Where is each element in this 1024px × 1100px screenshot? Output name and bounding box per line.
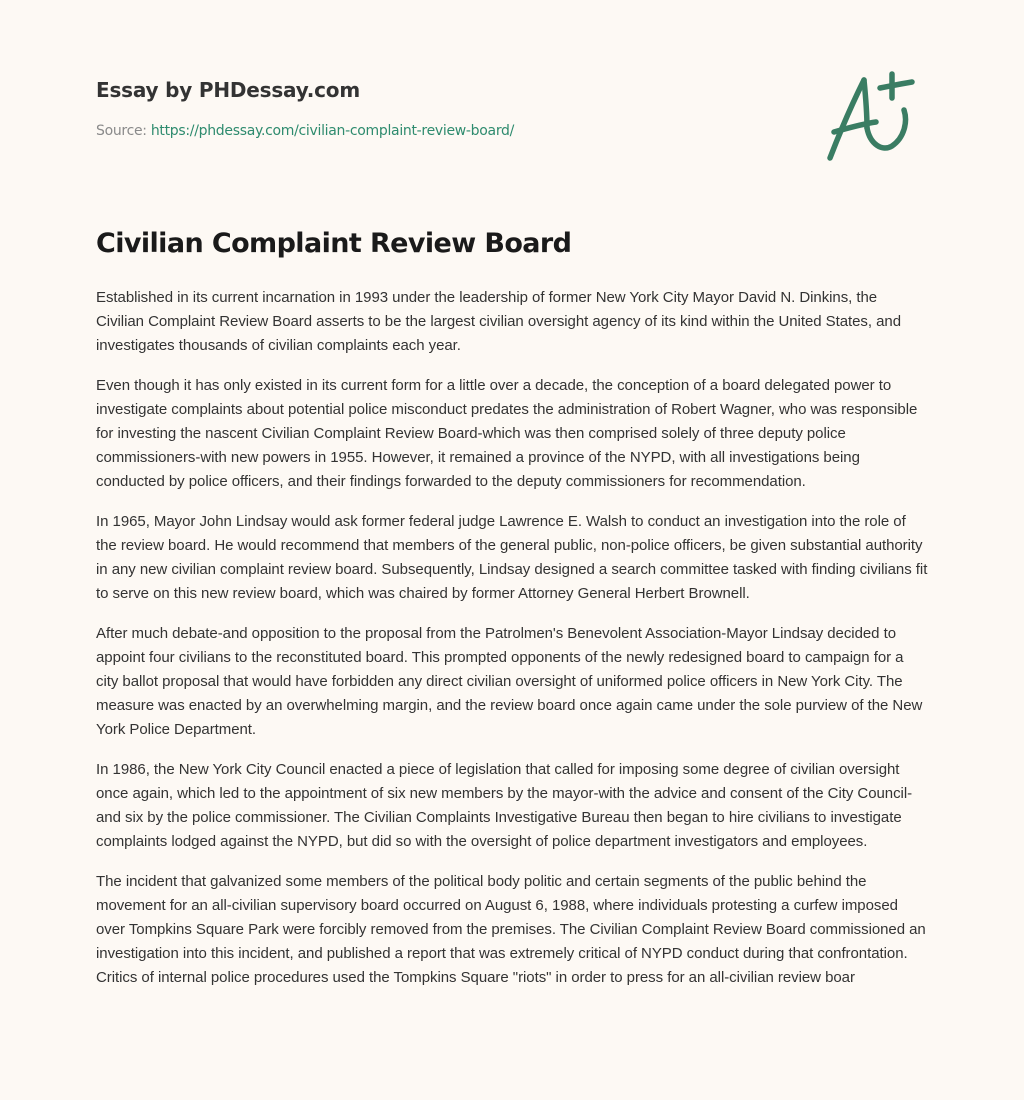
article-paragraph: In 1986, the New York City Council enacted a piece of legislation that called for imposing some degree of civilian oversight once again, which led to the appointment of six new members by the mayor-with the advice and consent of the City Council-and six by the police commissioner. The Civilian Complaints Investigative Bureau then began to hire civilians to investigate complaints lodged against the NYPD, but did so with the oversight of police department investigators and employees. [96, 761, 913, 850]
article-paragraph: Even though it has only existed in its current form for a little over a decade, the conception of a board delegated power to investigate complaints about potential police misconduct predates the administration of Robert Wagner, who was responsible for investing the nascent Civilian Complaint Review Board-which was then comprised solely of three deputy police commissioners-with new powers in 1955. However, it remained a province of the NYPD, with all investigations being conducted by police officers, and their findings forwarded to the deputy commissioners for recommendation. [96, 377, 918, 490]
source-label: Source: [96, 123, 151, 139]
article-paragraph: The incident that galvanized some members of the political body politic and certain segments of the public behind the movement for an all-civilian supervisory board occurred on August 6, 1988, where individuals protesting a curfew imposed over Tompkins Square Park were forcibly removed from the premises. The Civilian Complaint Review Board commissioned an investigation into this incident, and published a report that was extremely critical of NYPD conduct during that confrontation. Critics of internal police procedures used the Tompkins Square "riots" in order to press for an all-civilian review boar [96, 873, 926, 986]
source-link[interactable]: https://phdessay.com/civilian-complaint-review-board/ [150, 123, 515, 139]
article-title: Civilian Complaint Review Board [96, 228, 572, 259]
site-title: Essay by PHDessay.com [96, 78, 360, 102]
page-header [96, 76, 796, 141]
source-line [96, 121, 796, 141]
a-plus-grade-icon [822, 66, 926, 166]
article-body [96, 286, 928, 1006]
article-paragraph: Established in its current incarnation in 1993 under the leadership of former New York City Mayor David N. Dinkins, the Civilian Complaint Review Board asserts to be the largest civilian oversight agency of its kind within the United States, and investigates thousands of civilian complaints each year. [96, 289, 901, 354]
article-paragraph: In 1965, Mayor John Lindsay would ask former federal judge Lawrence E. Walsh to conduct an investigation into the role of the review board. He would recommend that members of the general public, non-police officers, be given substantial authority in any new civilian complaint review board. Subsequently, Lindsay designed a search committee tasked with finding civilians fit to serve on this new review board, which was chaired by former Attorney General Herbert Brownell. [96, 513, 928, 602]
article-paragraph: After much debate-and opposition to the proposal from the Patrolmen's Benevolent Association-Mayor Lindsay decided to appoint four civilians to the reconstituted board. This prompted opponents of the newly redesigned board to campaign for a city ballot proposal that would have forbidden any direct civilian oversight of uniformed police officers in New York City. The measure was enacted by an overwhelming margin, and the review board once again came under the sole purview of the New York Police Department. [96, 625, 923, 738]
